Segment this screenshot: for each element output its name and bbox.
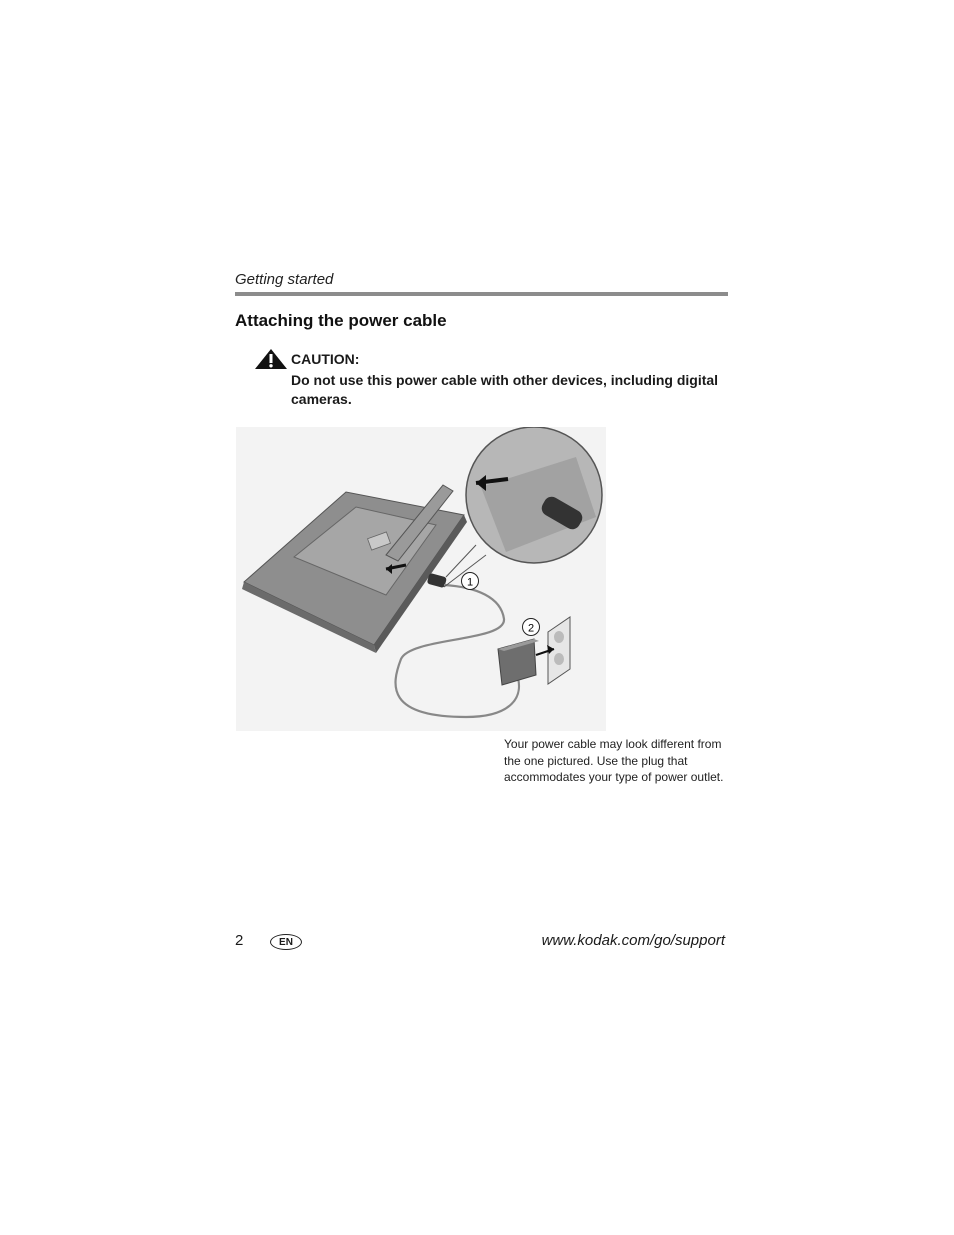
header-rule — [235, 292, 728, 296]
figure-note: Your power cable may look different from the one pictured. Use the plug that accommodates your type of power outlet. — [504, 737, 724, 784]
caution-text: Do not use this power cable with other devices, including digital cameras. — [291, 372, 719, 407]
section-label: Getting started — [235, 271, 334, 288]
page-title: Attaching the power cable — [235, 311, 447, 330]
page-number: 2 — [235, 932, 244, 949]
warning-triangle-icon — [254, 348, 288, 370]
callout-2: 2 — [527, 622, 535, 635]
support-url[interactable]: www.kodak.com/go/support — [541, 932, 725, 949]
callout-1: 1 — [466, 576, 474, 589]
power-cable-illustration — [236, 427, 606, 731]
language-badge: EN — [270, 934, 302, 950]
caution-label: CAUTION: — [291, 351, 360, 367]
